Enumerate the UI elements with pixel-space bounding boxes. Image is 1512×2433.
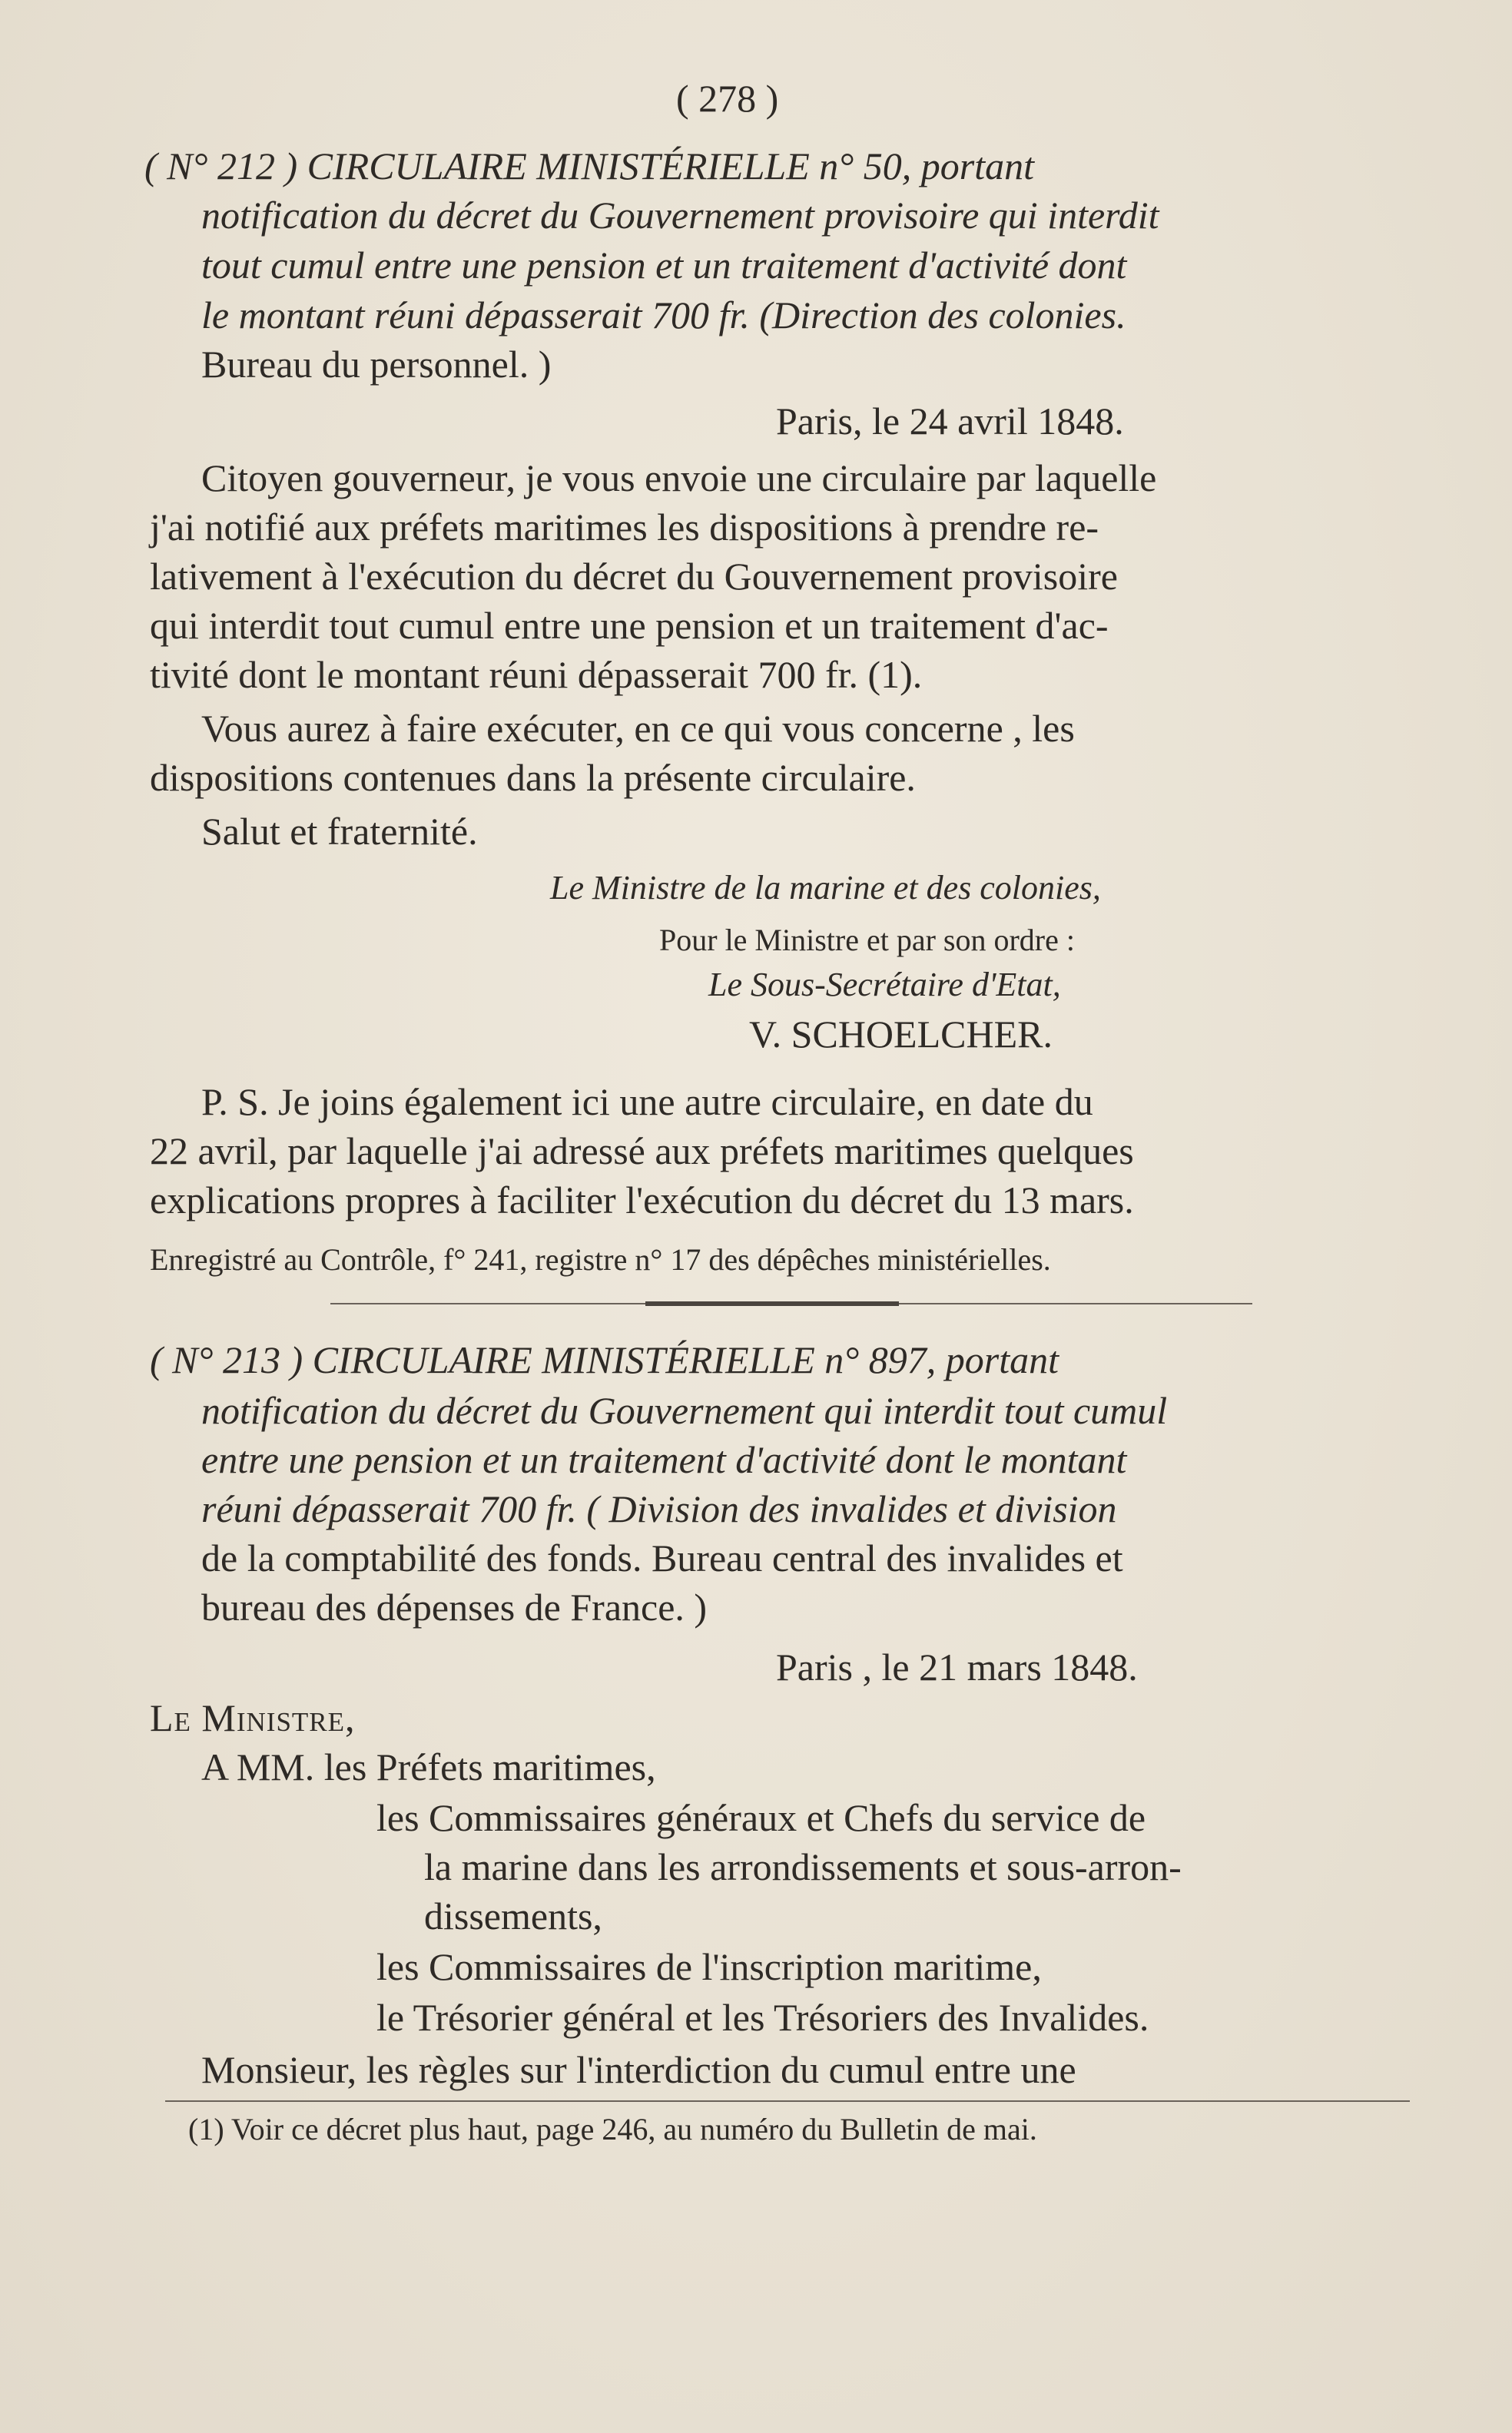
art212-signature-minister: Le Ministre de la marine et des colonies, [550,869,1101,907]
art213-heading-line-3: entre une pension et un traitement d'activité dont le montant [201,1438,1127,1481]
art212-heading-line-4: le montant réuni dépasserait 700 fr. (Direction des colonies. [201,293,1126,336]
art212-heading-line-2: notification du décret du Gouvernement provisoire qui interdit [201,194,1159,237]
art212-body-line-1: Citoyen gouverneur, je vous envoie une circulaire par laquelle [201,456,1157,499]
footnote: (1) Voir ce décret plus haut, page 246, au numéro du Bulletin de mai. [188,2112,1037,2146]
art212-body-line-4: qui interdit tout cumul entre une pension et un traitement d'ac- [150,604,1109,647]
art213-addressee-1: Le Ministre, [150,1696,356,1739]
art212-ps-line-2: 22 avril, par laquelle j'ai adressé aux préfets maritimes quelques [150,1129,1134,1172]
art213-addressee-6: les Commissaires de l'inscription maritime, [376,1945,1042,1988]
art212-body-line-5: tivité dont le montant réuni dépasserait 700 fr. (1). [150,653,923,696]
art213-heading-line-4: réuni dépasserait 700 fr. ( Division des invalides et division [201,1487,1117,1530]
footnote-rule [165,2100,1410,2102]
art212-body-line-6: Vous aurez à faire exécuter, en ce qui vous concerne , les [201,707,1075,750]
art212-heading-line-5: Bureau du personnel. ) [201,343,552,386]
page-number: ( 278 ) [676,77,779,120]
section-separator-thick [645,1301,899,1306]
art212-signature-order: Pour le Ministre et par son ordre : [659,923,1075,957]
art212-heading-line-3: tout cumul entre une pension et un traitement d'activité dont [201,244,1127,287]
art212-registry: Enregistré au Contrôle, f° 241, registre n° 17 des dépêches ministérielles. [150,1242,1051,1277]
art212-signature-role: Le Sous-Secrétaire d'Etat, [708,966,1061,1003]
art213-addressee-2: A MM. les Préfets maritimes, [201,1745,656,1788]
art212-body-line-8: Salut et fraternité. [201,810,478,853]
art213-heading-line-6: bureau des dépenses de France. ) [201,1586,708,1629]
art213-heading-line-1: ( N° 213 ) CIRCULAIRE MINISTÉRIELLE n° 897, portant [150,1338,1059,1381]
art213-addressee-3: les Commissaires généraux et Chefs du service de [376,1796,1146,1839]
art213-heading-line-5: de la comptabilité des fonds. Bureau central des invalides et [201,1536,1123,1579]
art212-ps-line-1: P. S. Je joins également ici une autre circulaire, en date du [201,1080,1093,1123]
art212-date: Paris, le 24 avril 1848. [776,399,1124,443]
art213-addressee-7: le Trésorier général et les Trésoriers des Invalides. [376,1996,1149,2039]
art213-date: Paris , le 21 mars 1848. [776,1646,1138,1689]
art212-signature-name: V. SCHOELCHER. [749,1013,1053,1056]
art213-addressee-4: la marine dans les arrondissements et sous-arron- [424,1845,1182,1888]
art213-heading-line-2: notification du décret du Gouvernement qui interdit tout cumul [201,1389,1168,1432]
art213-body-line-1: Monsieur, les règles sur l'interdiction du cumul entre une [201,2048,1076,2091]
art212-heading-line-1: ( N° 212 ) CIRCULAIRE MINISTÉRIELLE n° 50, portant [144,144,1035,187]
art212-ps-line-3: explications propres à faciliter l'exécution du décret du 13 mars. [150,1178,1134,1221]
art212-body-line-7: dispositions contenues dans la présente circulaire. [150,756,916,799]
art212-body-line-3: lativement à l'exécution du décret du Gouvernement provisoire [150,555,1118,598]
art213-addressee-5: dissements, [424,1894,602,1937]
art212-body-line-2: j'ai notifié aux préfets maritimes les dispositions à prendre re- [150,505,1099,549]
